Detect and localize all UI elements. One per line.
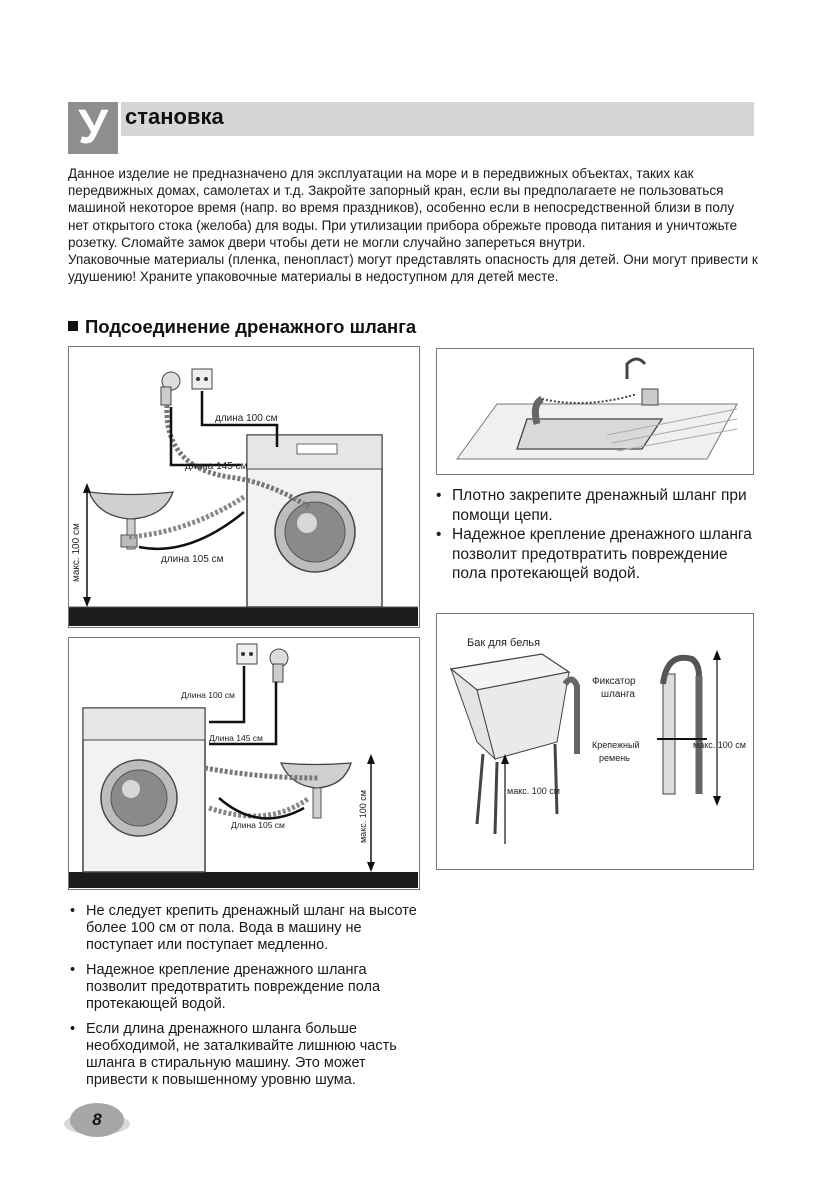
page-title: становка xyxy=(125,104,224,129)
fig4-max-right-label: макс. 100 см xyxy=(693,740,746,750)
sink-icon xyxy=(89,492,173,549)
hose-on-standpipe-icon xyxy=(657,658,707,794)
hose-height-notes xyxy=(68,903,428,1097)
list-item: • Не следует крепить дренажный шланг на высоте более 100 см от пола. Вода в машину не поступает или поступает медленно. xyxy=(68,903,428,954)
fig4-tub-label: Бак для белья xyxy=(467,637,541,649)
list-item: • Надежное крепление дренажного шланга позволит предотвратить повреждение пола протекающей водой. xyxy=(434,525,764,584)
page-number: 8 xyxy=(70,1103,124,1137)
fig1-max100-label: макс. 100 см xyxy=(71,523,82,582)
square-bullet-icon xyxy=(68,321,78,331)
washing-machine-icon xyxy=(247,435,382,607)
intro-paragraph-2: Упаковочные материалы (пленка, пенопласт) могут представлять опасность для детей. Они могут привести к удушению! Храните упаковочные материалы в недоступном для детей месте. xyxy=(68,252,758,285)
list-item: • Надежное крепление дренажного шланга позволит предотвратить повреждение пола протекающей водой. xyxy=(68,962,428,1013)
figure-hose-chain-sink xyxy=(436,348,754,475)
sink-with-chain-icon xyxy=(457,359,737,459)
header-initial-letter: У xyxy=(68,102,118,154)
sink-icon xyxy=(281,763,351,818)
fig2-len145-label: Длина 145 см xyxy=(209,733,263,743)
fig2-max100-label: макс. 100 см xyxy=(358,790,368,843)
fig2-len105-label: Длина 105 см xyxy=(231,820,285,830)
hose-fixing-notes xyxy=(434,486,764,584)
list-item: • Плотно закрепите дренажный шланг при помощи цепи. xyxy=(434,486,764,525)
list-item: • Если длина дренажного шланга больше необходимой, не заталкивайте лишнюю часть шланга в стиральную машину. Это может привести к повышенному уровню шума. xyxy=(68,1021,428,1089)
section-heading-text: Подсоединение дренажного шланга xyxy=(85,316,417,337)
intro-text xyxy=(68,165,758,285)
fig4-strap-label-line1: Крепежный xyxy=(592,740,640,750)
tap-and-socket-icon xyxy=(161,369,212,405)
laundry-tub-icon xyxy=(451,654,577,834)
washing-machine-icon xyxy=(83,708,205,872)
fig4-clip-label-line1: Фиксатор xyxy=(592,676,636,687)
intro-paragraph-1: Данное изделие не предназначено для эксплуатации на море и в передвижных объектах, таких как передвижных домах, самолетах и т.д. Закройте запорный кран, если вы предполагаете не пользоваться машиной некоторое время (напр. во время праздников), особенно если в непосредственной близи в полу нет открытого стока (желоба) для воды. При утилизации прибора обрежьте провода питания и уничтожьте розетку. Сломайте замок двери чтобы дети не могли случайно запереться внутри. xyxy=(68,166,738,250)
fig4-max-left-label: макс. 100 см xyxy=(507,786,560,796)
fig1-len105-label: длина 105 см xyxy=(161,554,224,565)
fig1-len145-label: длина 145 см xyxy=(185,461,248,472)
fig4-strap-label-line2: ремень xyxy=(599,753,630,763)
section-heading xyxy=(68,316,416,338)
figure-drain-hose-sink-right xyxy=(68,637,420,890)
figure-laundry-tub-hose xyxy=(436,613,754,870)
figure-drain-hose-sink-left xyxy=(68,346,420,628)
fig1-len100-label: длина 100 см xyxy=(215,413,278,424)
fig2-len100-label: Длина 100 см xyxy=(181,690,235,700)
fig4-clip-label-line2: шланга xyxy=(601,689,635,700)
